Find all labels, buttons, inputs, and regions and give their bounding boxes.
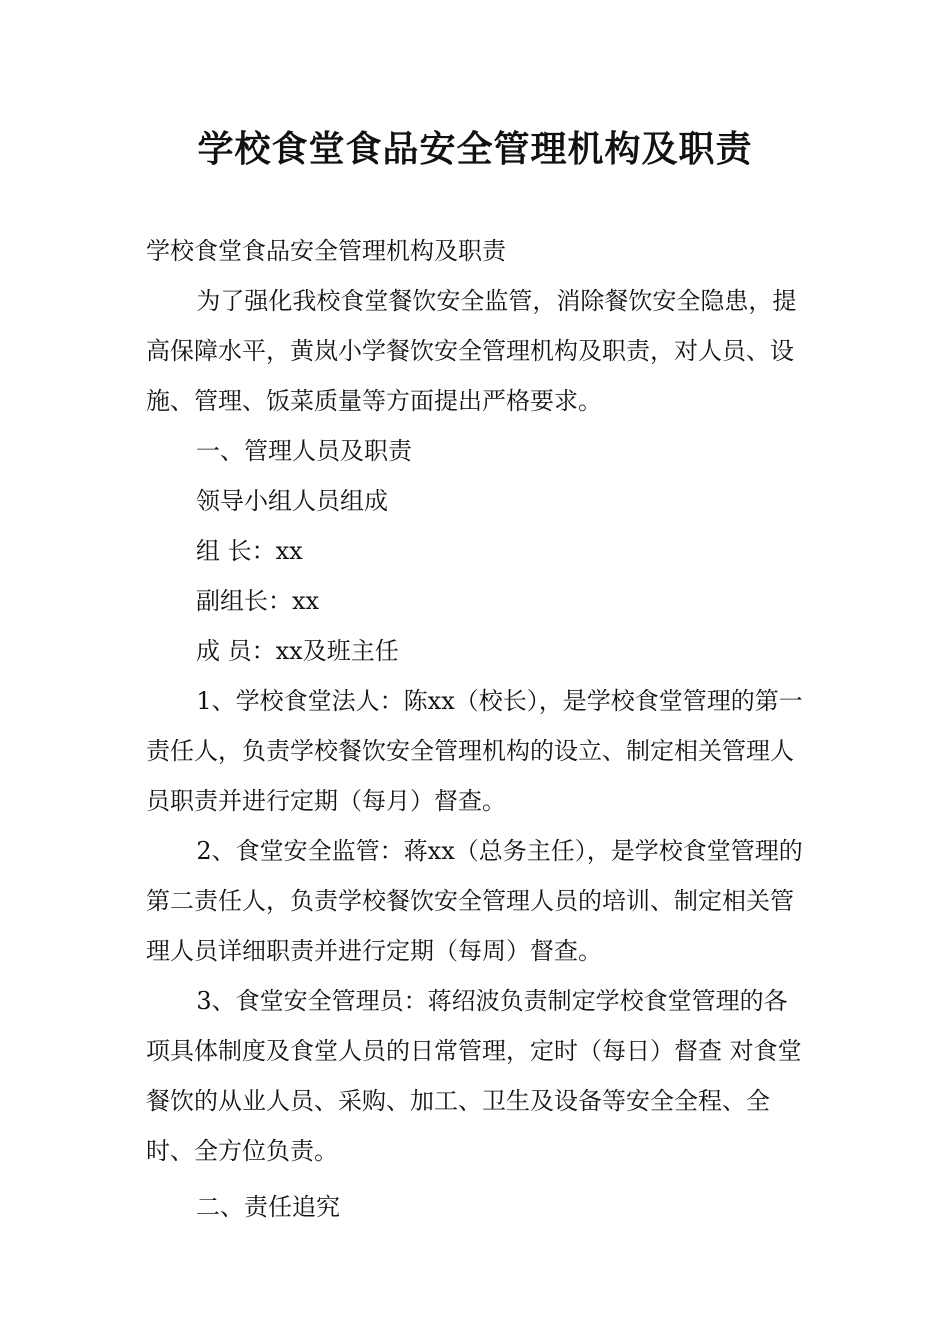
- duty-paragraph-2: 2、食堂安全监管：蒋xx（总务主任），是学校食堂管理的第二责任人，负责学校餐饮安全管理人员的培训、制定相关管理人员详细职责并进行定期（每周）督查。: [146, 837, 803, 965]
- section-heading-management: 一、管理人员及职责: [196, 437, 412, 465]
- section-heading-accountability: 二、责任追究: [196, 1193, 340, 1221]
- intro-paragraph: 为了强化我校食堂餐饮安全监管，消除餐饮安全隐患，提高保障水平，黄岚小学餐饮安全管理机构及职责，对人员、设施、管理、饭菜质量等方面提出严格要求。: [146, 287, 797, 415]
- document-title: 学校食堂食品安全管理机构及职责: [197, 129, 753, 170]
- leader-line: 组 长：xx: [196, 537, 303, 565]
- deputy-leader-line: 副组长：xx: [196, 587, 320, 615]
- document-subtitle: 学校食堂食品安全管理机构及职责: [146, 237, 506, 265]
- group-heading: 领导小组人员组成: [196, 487, 388, 515]
- document-body: [146, 226, 811, 1232]
- duty-paragraph-3: 3、食堂安全管理员：蒋绍波负责制定学校食堂管理的各项具体制度及食堂人员的日常管理，定时（每日）督查 对食堂餐饮的从业人员、采购、加工、卫生及设备等安全全程、全时、全方位负责。: [146, 987, 802, 1165]
- duty-paragraph-1: 1、学校食堂法人：陈xx（校长），是学校食堂管理的第一责任人，负责学校餐饮安全管理机构的设立、制定相关管理人员职责并进行定期（每月）督查。: [146, 687, 803, 815]
- members-line: 成 员：xx及班主任: [196, 637, 399, 665]
